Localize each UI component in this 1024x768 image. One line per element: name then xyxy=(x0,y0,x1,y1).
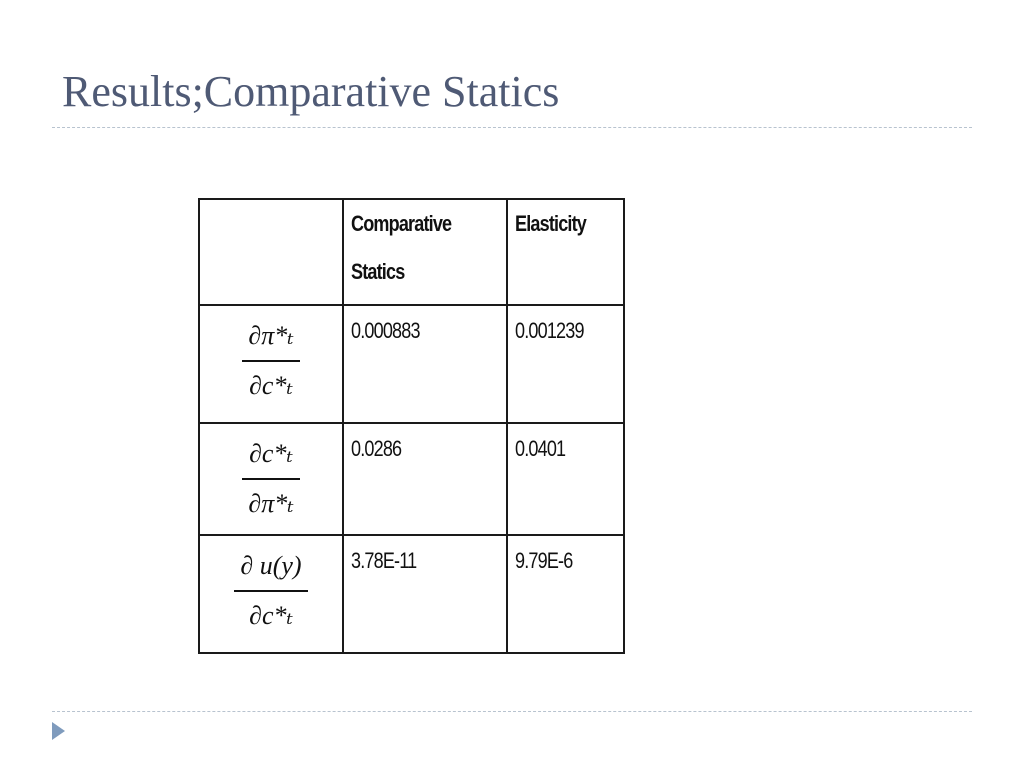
elasticity-value: 0.001239 xyxy=(507,305,624,423)
fraction-numerator: ∂c*ₜ xyxy=(249,439,293,468)
fraction-denominator: ∂π*ₜ xyxy=(248,489,294,518)
comparative-statics-table xyxy=(198,198,625,654)
header-empty-cell xyxy=(199,199,343,305)
fraction-denominator: ∂c*ₜ xyxy=(249,601,293,630)
footer-divider xyxy=(52,711,972,712)
elasticity-value: 9.79E-6 xyxy=(507,535,624,653)
table-header-row xyxy=(199,199,624,305)
fraction-numerator: ∂ u(y) xyxy=(240,551,302,580)
title-divider xyxy=(52,127,972,128)
comparative-statics-value: 3.78E-11 xyxy=(343,535,507,653)
derivative-cell xyxy=(199,305,343,423)
derivative-fraction xyxy=(242,312,299,410)
comparative-statics-value: 0.0286 xyxy=(343,423,507,535)
derivative-fraction xyxy=(234,542,307,640)
fraction-numerator: ∂π*ₜ xyxy=(248,321,294,350)
table-row xyxy=(199,305,624,423)
comparative-statics-value: 0.000883 xyxy=(343,305,507,423)
derivative-cell xyxy=(199,423,343,535)
header-comparative-statics: Comparative Statics xyxy=(343,199,507,305)
derivative-fraction xyxy=(242,430,299,528)
triangle-bullet-icon xyxy=(52,722,65,740)
elasticity-value: 0.0401 xyxy=(507,423,624,535)
derivative-cell xyxy=(199,535,343,653)
fraction-denominator: ∂c*ₜ xyxy=(249,371,293,400)
table-row xyxy=(199,423,624,535)
header-elasticity: Elasticity xyxy=(507,199,624,305)
table-row xyxy=(199,535,624,653)
slide-title: Results;Comparative Statics xyxy=(62,67,560,116)
